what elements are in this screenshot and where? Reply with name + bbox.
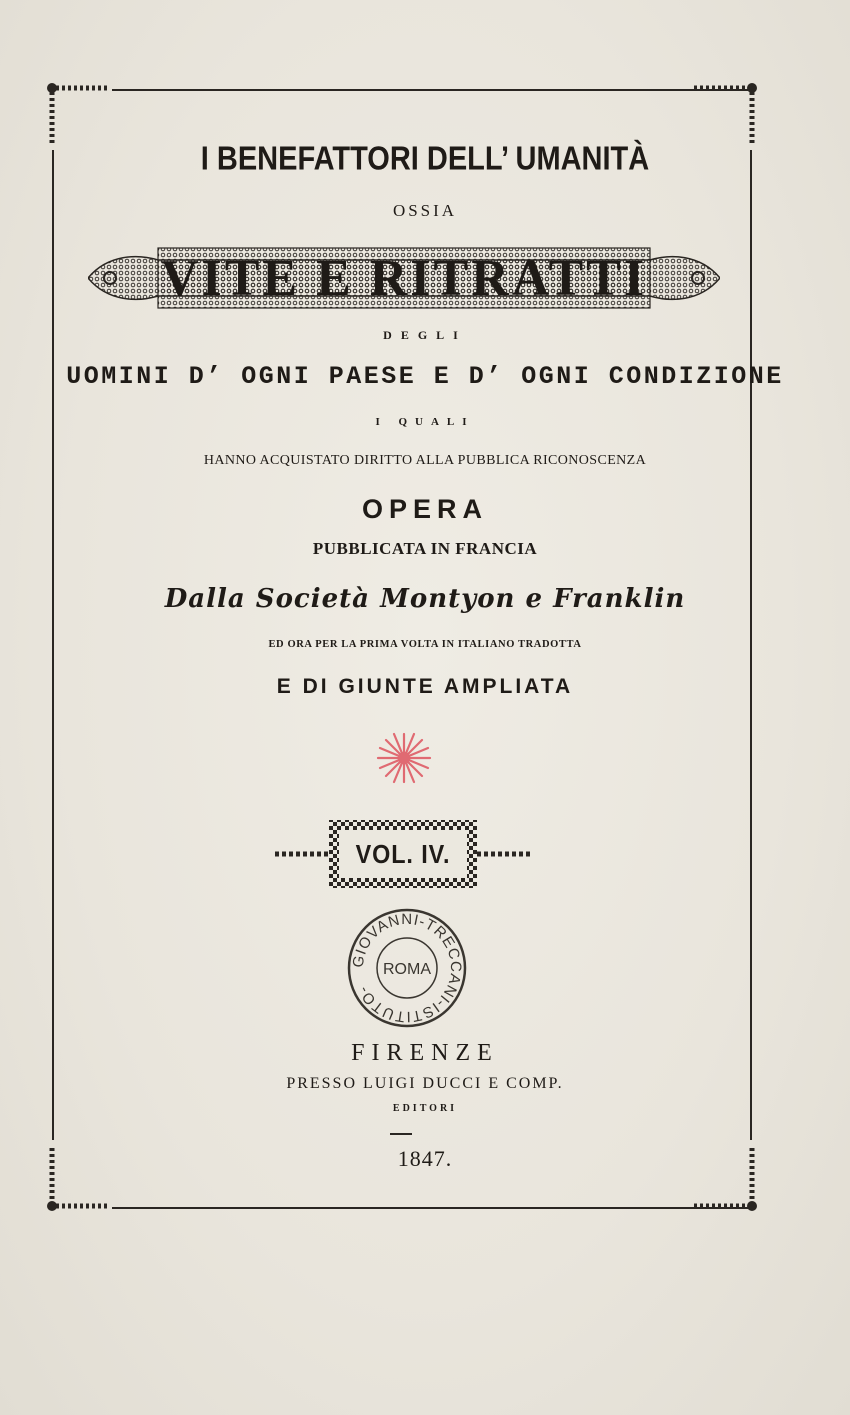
ossia-label: OSSIA [392, 201, 458, 220]
translation-line: ED ORA PER LA PRIMA VOLTA IN ITALIANO TRADOTTA [268, 639, 582, 650]
recognition-line: HANNO ACQUISTATO DIRITTO ALLA PUBBLICA RICONOSCENZA [203, 453, 647, 468]
i-quali-label: I QUALI [375, 416, 475, 428]
corner-ornament-top-right [692, 78, 762, 148]
frame-bottom-rule [112, 1207, 750, 1209]
frame-top-rule [112, 89, 750, 91]
opera-label: OPERA [361, 494, 489, 524]
degli-label: DEGLI [383, 328, 467, 342]
volume-cartouche [273, 818, 533, 890]
svg-text:ROMA: ROMA [383, 961, 431, 978]
publisher: PRESSO LUIGI DUCCI E COMP. [286, 1075, 564, 1092]
flower-ornament-icon [374, 730, 434, 786]
editori-label: EDITORI [392, 1103, 458, 1114]
corner-ornament-top-left [42, 78, 112, 148]
publication-year: 1847. [397, 1146, 453, 1171]
society-line: Dalla Società Montyon e Franklin [164, 584, 686, 614]
subtitle: UOMINI D’ OGNI PAESE E D’ OGNI CONDIZIONE [66, 362, 784, 391]
enlarged-line: E DI GIUNTE AMPLIATA [276, 675, 574, 698]
library-stamp [345, 906, 469, 1030]
svg-text:GIOVANNI-TRECCANI-ISTITUTO-: GIOVANNI-TRECCANI-ISTITUTO- [349, 910, 465, 1026]
city: FIRENZE [351, 1040, 499, 1066]
separator-dash [390, 1133, 412, 1135]
banner-title-text: VITE E RITRATTI [160, 249, 648, 307]
ornamental-title-banner [88, 246, 720, 310]
book-title: I BENEFATTORI DELL’ UMANITÀ [200, 140, 650, 178]
published-in-france-line: PUBBLICATA IN FRANCIA [312, 539, 538, 558]
volume-number: VOL. IV. [355, 838, 451, 869]
